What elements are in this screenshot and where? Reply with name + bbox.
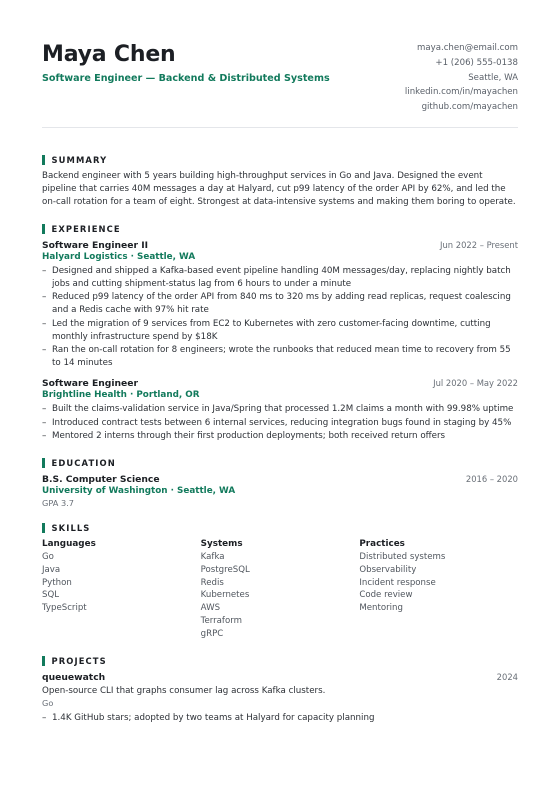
bullet-text: Led the migration of 9 services from EC2 to Kubernetes with zero customer-facing downtime, cutting monthly infrastructure spend by $18K [52,318,491,342]
project-entry [42,672,518,725]
list-item [42,712,518,725]
skill-item: Java [42,564,61,575]
entry-head [42,672,518,683]
skills-column-heading: Systems [200,538,243,549]
resume-header [42,40,518,115]
projects-heading-label: PROJECTS [51,655,107,666]
bullet-text: 1.4K GitHub stars; adopted by two teams at Halyard for capacity planning [52,712,375,723]
section-accent-bar [42,224,45,234]
skills-column-heading: Practices [359,538,405,549]
bullet-text: Mentored 2 interns through their first production deployments; both received return offers [52,430,446,441]
skill-item: Terraform [200,615,242,626]
job-company: Halyard Logistics · Seattle, WA [42,251,196,262]
identity-block [42,40,330,84]
bullet-dash-icon: – [42,404,47,415]
project-year: 2024 [496,671,518,682]
bullet-dash-icon: – [42,712,47,723]
list-item [42,318,518,344]
job-bullets [42,403,518,443]
contact-location: Seattle, WA [468,72,518,83]
skill-item: TypeScript [42,603,87,614]
list-item [42,291,518,317]
bullet-dash-icon: – [42,430,47,441]
section-accent-bar [42,458,45,468]
skill-item: Distributed systems [359,551,446,562]
skill-item: Kubernetes [200,590,250,601]
job-company: Brightline Health · Portland, OR [42,390,200,401]
contact-phone[interactable]: +1 (206) 555-0138 [435,57,518,68]
skills-column-languages [42,539,201,641]
skill-item: AWS [200,603,221,614]
section-accent-bar [42,523,45,533]
entry-head [42,474,518,485]
skill-item: Redis [200,577,224,588]
projects-section [42,655,518,725]
project-description: Open-source CLI that graphs consumer lag across Kafka clusters. [42,685,326,696]
section-accent-bar [42,656,45,666]
skills-section [42,522,518,641]
job-dates: Jul 2020 – May 2022 [433,378,518,389]
job-dates: Jun 2022 – Present [440,239,518,250]
skill-item: Python [42,577,72,588]
header-divider [42,127,518,128]
school-name: University of Washington · Seattle, WA [42,485,236,496]
skill-item: PostgreSQL [200,564,250,575]
contact-github[interactable]: github.com/mayachen [421,102,518,113]
skill-item: Incident response [359,577,436,588]
education-section [42,457,518,508]
list-item [42,430,518,443]
project-bullets [42,712,518,725]
summary-heading-label: SUMMARY [51,154,108,165]
bullet-text: Ran the on-call rotation for 8 engineers; wrote the runbooks that reduced mean time to recovery from 55 to 14 minutes [52,345,511,369]
job-title: Software Engineer II [42,239,149,251]
list-item [42,344,518,370]
project-name: queuewatch [42,671,106,683]
skills-column-systems [201,539,360,641]
candidate-tagline: Software Engineer — Backend & Distributed Systems [42,73,330,84]
skill-item: Observability [359,564,417,575]
skills-heading [42,522,518,534]
skills-grid [42,539,518,641]
bullet-text: Reduced p99 latency of the order API from 840 ms to 320 ms by adding read replicas, request coalescing and a Redis cache with 97% hit rate [52,292,511,316]
skill-item: gRPC [200,628,224,639]
contact-email[interactable]: maya.chen@email.com [416,43,518,53]
degree: B.S. Computer Science [42,473,160,485]
skills-column-practices [359,539,518,641]
bullet-text: Introduced contract tests between 6 internal services, reducing integration bugs found in staging by 45% [52,417,512,428]
gpa: GPA 3.7 [42,497,74,508]
education-entry [42,474,518,508]
skills-column-heading: Languages [42,538,96,549]
projects-heading [42,655,518,667]
experience-entry-2 [42,378,518,443]
candidate-name: Maya Chen [42,42,176,67]
list-item [42,403,518,416]
bullet-dash-icon: – [42,292,47,303]
summary-section [42,154,518,209]
contact-linkedin[interactable]: linkedin.com/in/mayachen [404,87,518,98]
job-bullets [42,265,518,370]
education-heading [42,457,518,469]
skill-item: Go [42,551,54,562]
experience-entry-1 [42,240,518,370]
bullet-text: Built the claims-validation service in Java/Spring that processed 1.2M claims a month with 99.98% uptime [52,404,514,415]
project-tech: Go [42,697,54,708]
bullet-text: Designed and shipped a Kafka-based event pipeline handling 40M messages/day, replacing nightly batch jobs and cutting shipment-status lag from 6 hours to under a minute [52,265,511,289]
bullet-dash-icon: – [42,318,47,329]
skills-heading-label: SKILLS [51,522,91,533]
contact-block [405,41,518,115]
experience-heading-label: EXPERIENCE [51,223,121,234]
list-item [42,417,518,430]
skill-item: SQL [42,590,60,601]
education-dates: 2016 – 2020 [465,473,518,484]
entry-head [42,378,518,389]
job-title: Software Engineer [42,378,139,390]
skill-item: Kafka [200,551,225,562]
list-item [42,265,518,291]
bullet-dash-icon: – [42,265,47,276]
entry-head [42,240,518,251]
bullet-dash-icon: – [42,417,47,428]
skill-item: Code review [359,590,413,601]
skill-item: Mentoring [359,603,403,614]
summary-text: Backend engineer with 5 years building high-throughput services in Go and Java. Designed the event pipeline that carries 40M messages a day at Halyard, cut p99 latency of the order API by 62%, and led the on-call rotation for a team of eight. Strongest at data-intensive systems and making them boring to operate. [42,170,516,207]
experience-section [42,223,518,443]
experience-heading [42,223,518,235]
summary-heading [42,154,518,166]
education-heading-label: EDUCATION [51,457,116,468]
section-accent-bar [42,155,45,165]
bullet-dash-icon: – [42,345,47,356]
